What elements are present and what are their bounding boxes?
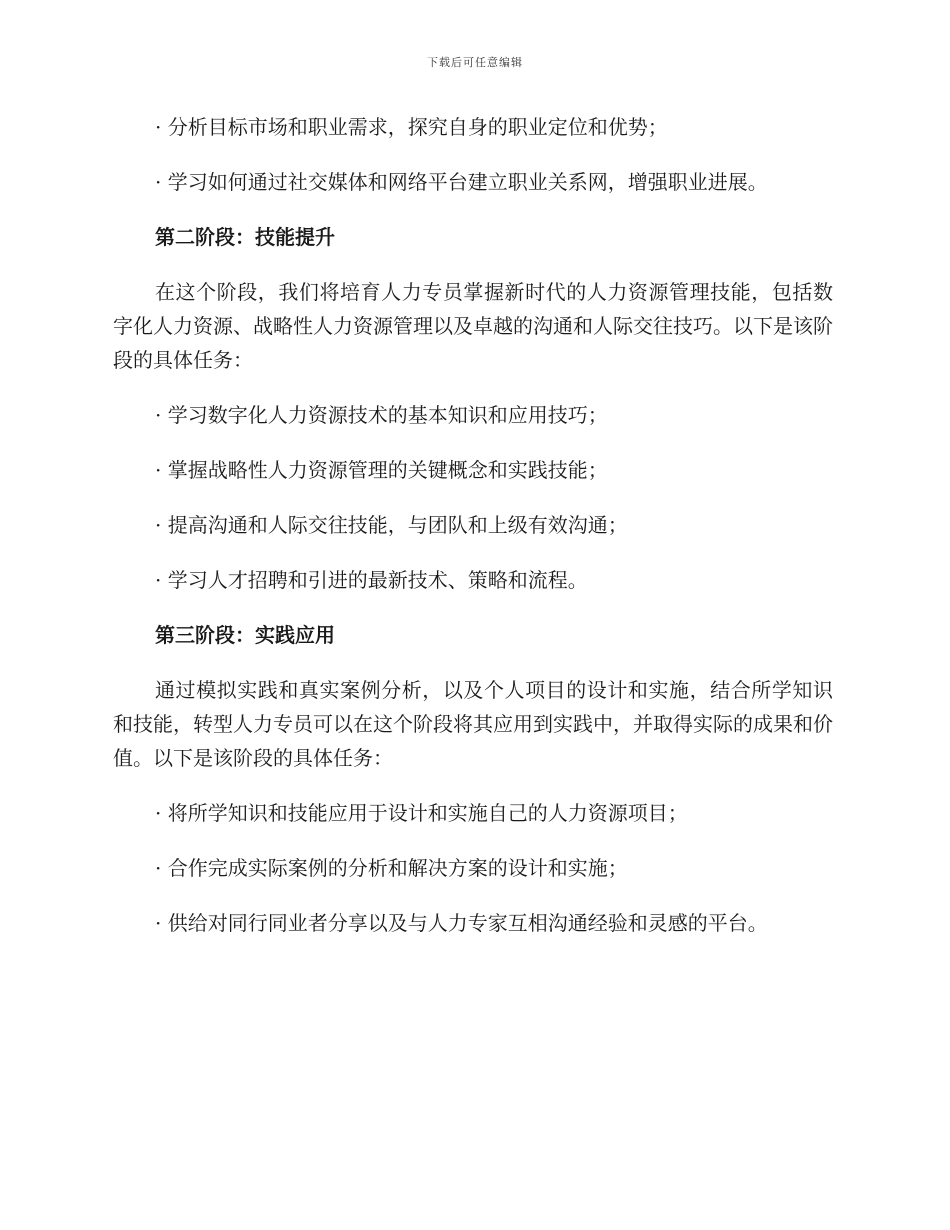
bullet-item: · 掌握战略性人力资源管理的关键概念和实践技能； [155, 458, 608, 482]
bullet-item: · 学习数字化人力资源技术的基本知识和应用技巧； [155, 403, 608, 427]
document-body [113, 110, 833, 961]
bullet-item: · 合作完成实际案例的分析和解决方案的设计和实施； [155, 856, 628, 880]
section-heading: 第二阶段：技能提升 [155, 225, 335, 249]
section-paragraph: 在这个阶段，我们将培育人力专员掌握新时代的人力资源管理技能，包括数字化人力资源、战略性人力资源管理以及卓越的沟通和人际交往技巧。以下是该阶段的具体任务： [113, 280, 833, 372]
bullet-item: · 将所学知识和技能应用于设计和实施自己的人力资源项目； [155, 801, 688, 825]
bullet-item: · 供给对同行同业者分享以及与人力专家互相沟通经验和灵感的平台。 [155, 911, 768, 935]
header-note: 下载后可任意编辑 [427, 56, 523, 69]
section-heading: 第三阶段：实践应用 [155, 623, 335, 647]
section-paragraph: 通过模拟实践和真实案例分析，以及个人项目的设计和实施，结合所学知识和技能，转型人力专员可以在这个阶段将其应用到实践中，并取得实际的成果和价值。以下是该阶段的具体任务： [113, 678, 833, 770]
bullet-item: · 提高沟通和人际交往技能，与团队和上级有效沟通； [155, 513, 628, 537]
bullet-item: · 学习人才招聘和引进的最新技术、策略和流程。 [155, 568, 588, 592]
bullet-item: · 分析目标市场和职业需求，探究自身的职业定位和优势； [155, 115, 668, 139]
bullet-item: · 学习如何通过社交媒体和网络平台建立职业关系网，增强职业进展。 [155, 170, 768, 194]
